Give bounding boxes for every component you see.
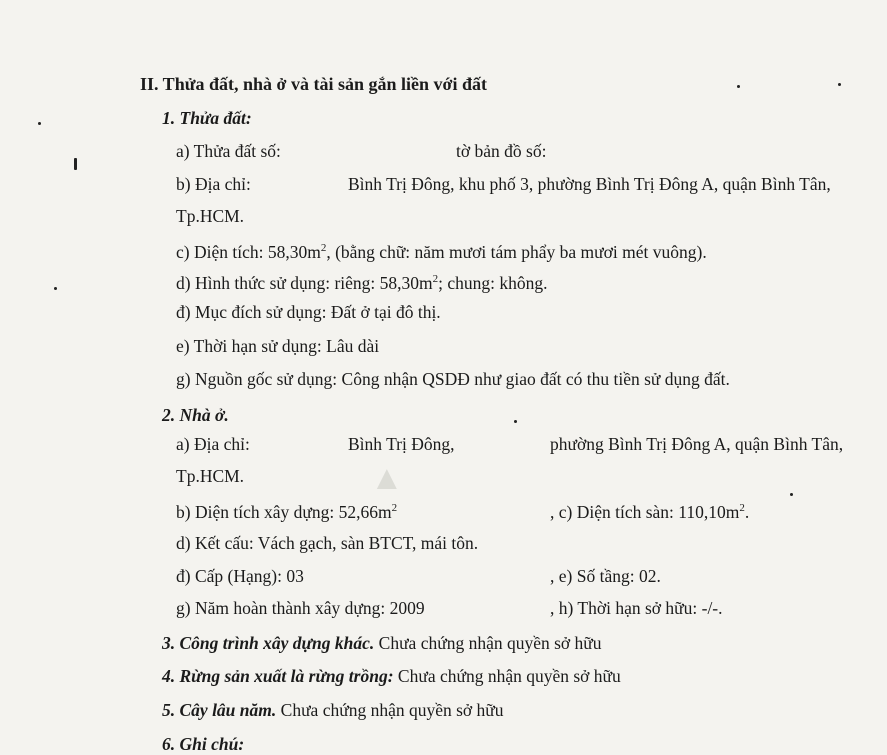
scan-speck <box>74 158 77 170</box>
scan-speck <box>54 287 57 290</box>
house-ownership: , h) Thời hạn sở hữu: -/-. <box>550 598 723 618</box>
house-structure: d) Kết cấu: Vách gạch, sàn BTCT, mái tôn. <box>176 533 479 553</box>
perennial <box>162 699 504 721</box>
scan-speck <box>737 85 740 88</box>
land-usage-form <box>176 268 548 294</box>
land-purpose: đ) Mục đích sử dụng: Đất ở tại đô thị. <box>176 302 441 322</box>
build-area-prefix: b) Diện tích xây dựng: 52,66m <box>176 501 392 522</box>
house-heading: 2. Nhà ở. <box>162 405 229 425</box>
house-floors: , e) Số tầng: 02. <box>550 566 661 586</box>
house-address-label: a) Địa chỉ: <box>176 434 250 454</box>
perennial-value: Chưa chứng nhận quyền sở hữu <box>276 700 504 720</box>
forest-value: Chưa chứng nhận quyền sở hữu <box>393 666 621 686</box>
land-address-value: Bình Trị Đông, khu phố 3, phường Bình Trị Đông A, quận Bình Tân, <box>348 174 831 194</box>
superscript: 2 <box>432 273 439 285</box>
land-address-label: b) Địa chỉ: <box>176 174 251 194</box>
forest-label: 4. Rừng sản xuất là rừng trồng: <box>162 666 394 686</box>
house-address-part1: Bình Trị Đông, <box>348 434 455 454</box>
land-area <box>176 237 707 263</box>
land-address-cont: Tp.HCM. <box>176 206 245 226</box>
other-works-value: Chưa chứng nhận quyền sở hữu <box>374 633 602 653</box>
house-floor-area <box>550 497 749 523</box>
floor-area-suffix: . <box>744 501 750 522</box>
superscript: 2 <box>391 502 398 514</box>
house-grade: đ) Cấp (Hạng): 03 <box>176 566 304 586</box>
usage-form-prefix: d) Hình thức sử dụng: riêng: 58,30m <box>176 272 433 293</box>
house-year: g) Năm hoàn thành xây dựng: 2009 <box>176 598 425 618</box>
land-origin: g) Nguồn gốc sử dụng: Công nhận QSDĐ như giao đất có thu tiền sử dụng đất. <box>176 369 730 389</box>
scan-speck <box>38 122 41 125</box>
land-duration: e) Thời hạn sử dụng: Lâu dài <box>176 336 380 356</box>
other-works <box>162 632 602 654</box>
scan-speck <box>838 83 841 86</box>
perennial-label: 5. Cây lâu năm. <box>162 700 277 720</box>
other-works-label: 3. Công trình xây dựng khác. <box>162 633 375 653</box>
watermark: ▲ <box>370 460 404 497</box>
house-build-area <box>176 497 397 523</box>
land-area-prefix: c) Diện tích: 58,30m <box>176 241 321 262</box>
forest <box>162 665 621 687</box>
land-map-sheet-label: tờ bản đồ số: <box>456 141 547 161</box>
land-parcel-label: a) Thửa đất số: <box>176 141 281 161</box>
superscript: 2 <box>320 242 327 254</box>
superscript: 2 <box>739 502 745 514</box>
section-title: II. Thửa đất, nhà ở và tài sản gắn liền với đất <box>140 74 487 94</box>
notes-label: 6. Ghi chú: <box>162 734 245 754</box>
floor-area-prefix: , c) Diện tích sàn: 110,10m <box>550 501 740 522</box>
scan-speck <box>514 420 517 423</box>
scan-speck <box>790 493 793 496</box>
house-address-cont: Tp.HCM. <box>176 466 245 486</box>
land-area-suffix: , (bằng chữ: năm mươi tám phẩy ba mươi mét vuông). <box>326 241 707 262</box>
house-address-part2: phường Bình Trị Đông A, quận Bình Tân, <box>550 434 844 454</box>
usage-form-suffix: ; chung: không. <box>438 272 548 293</box>
land-heading: 1. Thửa đất: <box>162 108 252 128</box>
